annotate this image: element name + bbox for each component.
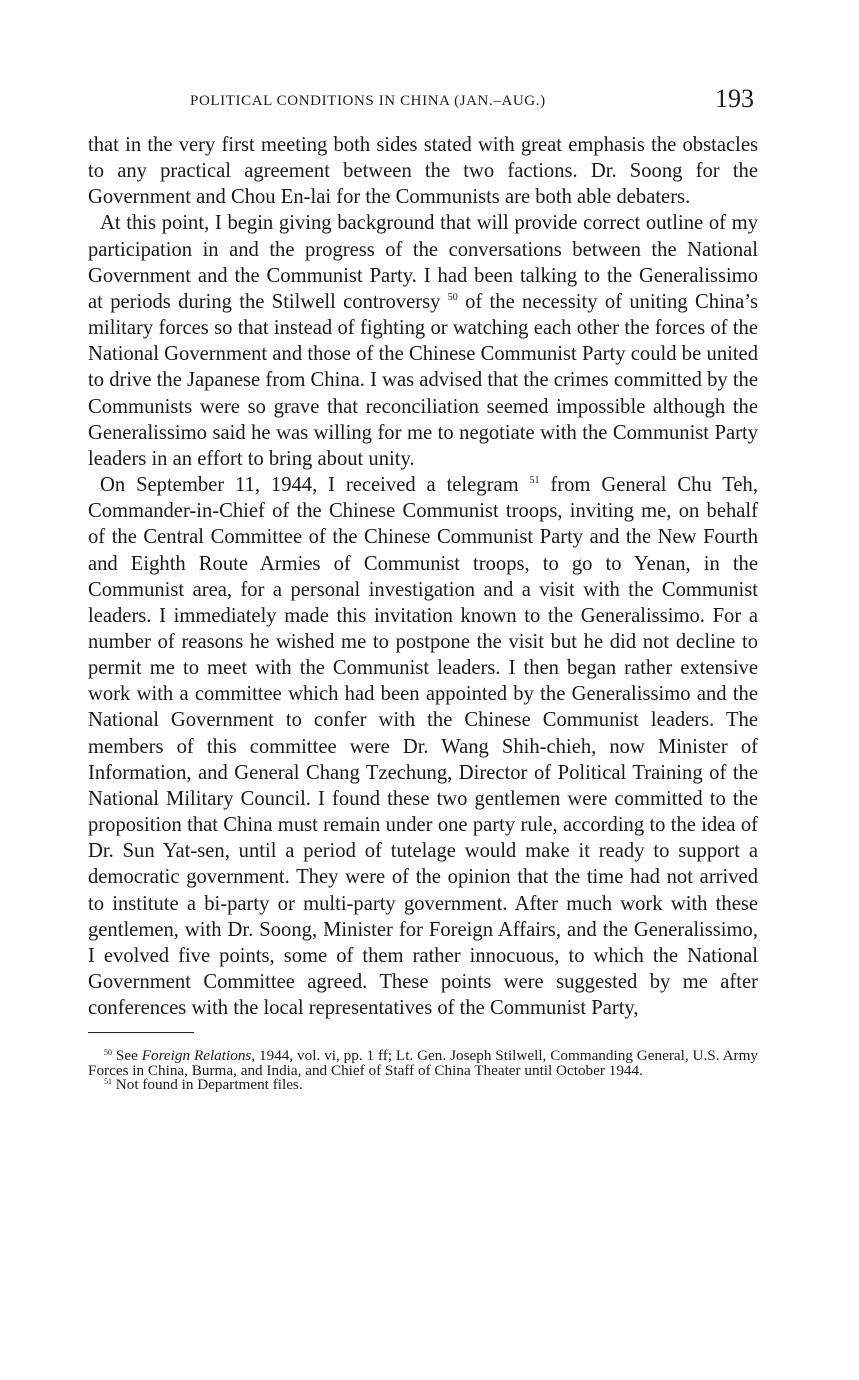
paragraph-3-text-a: On September 11, 1944, I received a telegram — [100, 474, 519, 497]
paragraph-2 — [88, 210, 758, 472]
running-head — [88, 84, 758, 118]
footnote-50 — [88, 1049, 758, 1077]
running-title: POLITICAL CONDITIONS IN CHINA (JAN.–AUG.) — [190, 93, 546, 109]
document-page — [88, 84, 758, 1092]
footnote-ref-51: 51 — [529, 475, 540, 487]
body-text — [88, 132, 758, 1021]
paragraph-3-text-b: from General Chu Teh, Commander-in-Chief of the Chinese Communist troops, inviting me, on behalf of the Central Committee of the Chinese Communist Party and the New Fourth and Eighth Route Armies of Communist troops, to go to Yenan, in the Communist area, for a personal investigation and a visit with the Communist leaders. I immediately made this invitation known to the Generalissimo. For a number of reasons he wished me to postpone the visit but he did not decline to permit me to meet with the Communist leaders. I then began rather extensive work with a committee which had been appointed by the Generalissimo and the National Government to confer with the Chinese Communist leaders. The members of this committee were Dr. Wang Shih-chieh, now Minister of Information, and General Chang Tzechung, Director of Political Training of the National Military Council. I found these two gentlemen were committed to the proposition that China must remain under one party rule, according to the idea of Dr. Sun Yat-sen, until a period of tutelage would make it ready to support a democratic government. They were of the opinion that the time had not arrived to institute a bi-party or multi-party government. After much work with these gentlemen, with Dr. Soong, Minister for Foreign Affairs, and the Generalissimo, I evolved five points, some of them rather innocuous, to which the National Government Committee agreed. These points were suggested by me after conferences with the local representatives of the Communist Party, — [88, 474, 758, 1020]
footnote-50-post: , 1944, vol. vi, pp. 1 ff; Lt. Gen. Joseph Stilwell, Commanding General, U.S. Army Forces in China, Burma, and India, and Chief of Staff of China Theater until October 1944. — [88, 1047, 759, 1079]
footnote-divider — [88, 1032, 194, 1033]
footnote-51-number: 51 — [104, 1076, 112, 1086]
footnotes — [88, 1049, 758, 1092]
footnote-50-title: Foreign Relations — [141, 1047, 252, 1065]
footnote-ref-50: 50 — [447, 291, 458, 303]
paragraph-2-text-b: of the necessity of uniting China’s military forces so that instead of fighting or watching each other the forces of the National Government and those of the Chinese Communist Party could be united to drive the Japanese from China. I was advised that the crimes committed by the Communists were so grave that reconciliation seemed impossible although the Generalissimo said he was willing for me to negotiate with the Communist Party leaders in an effort to bring about unity. — [88, 290, 758, 470]
paragraph-1 — [88, 132, 758, 210]
paragraph-1-text: that in the very first meeting both sides stated with great emphasis the obstacles to any practical agreement between the two factions. Dr. Soong for the Government and Chou En-lai for the Communists are both able debaters. — [88, 134, 758, 209]
footnote-51-text: Not found in Department files. — [112, 1075, 303, 1093]
paragraph-3 — [88, 472, 758, 1021]
paragraph-2-text-a: At this point, I begin giving background that will provide correct outline of my participation in and the progress of the conversations between the National Government and the Communist Party. I had been talking to the Generalissimo at periods during the Stilwell controversy — [88, 212, 758, 313]
page-number: 193 — [715, 84, 754, 113]
footnote-50-number: 50 — [104, 1048, 112, 1058]
footnote-50-pre: See — [112, 1047, 142, 1065]
footnote-51 — [88, 1075, 758, 1093]
